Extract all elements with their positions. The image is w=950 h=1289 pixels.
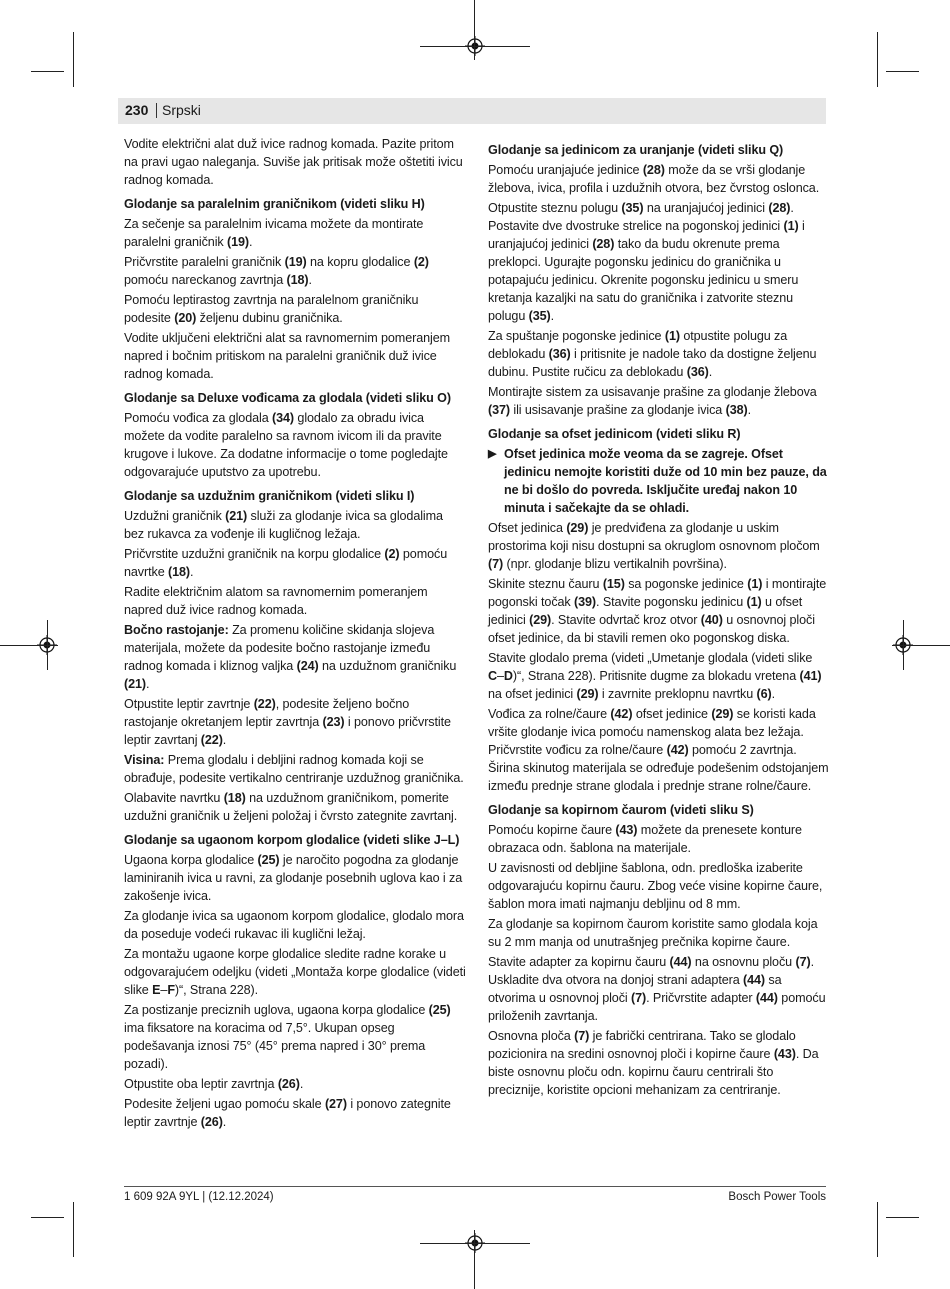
paragraph: Vođica za rolne/čaure (42) ofset jedinice (29) se koristi kada vršite glodanje ivica pomoću namenskog alata bez ležaja. Pričvrstite vođicu za rolne/čaure (42) pomoću 2 zavrtnja. Širina skinutog materijala se određuje podešenim odstojanjem između prednje strane glodala i prednje strane rolne/čaure. [488,707,829,793]
paragraph: U zavisnosti od debljine šablona, odn. predloška izaberite odgovarajuću kopirnu čauru. Zbog veće visine kopirne čaure, šablon mora imati najmanju debljinu od 8 mm. [488,861,823,911]
paragraph: Radite električnim alatom sa ravnomernim pomeranjem napred duž ivice radnog komada. [124,585,428,617]
section-heading: Glodanje sa ugaonom korpom glodalice (videti slike J–L) [124,833,460,847]
section-heading: Glodanje sa Deluxe vođicama za glodala (videti sliku O) [124,391,451,405]
reg-line [420,46,530,47]
reg-line [420,1243,530,1244]
reg-line [474,1230,475,1289]
paragraph: Podesite željeni ugao pomoću skale (27) i ponovo zategnite leptir zavrtnje (26). [124,1097,451,1129]
paragraph: Ugaona korpa glodalice (25) je naročito pogodna za glodanje laminiranih ivica u ravni, za glodanje posebnih uglova kao i za zakošenje ivica. [124,853,463,903]
warning-arrow-icon: ▶ [488,448,497,460]
section-heading: Glodanje sa paralelnim graničnikom (videti sliku H) [124,197,425,211]
reg-line [0,645,58,646]
section-heading: Glodanje sa jedinicom za uranjanje (videti sliku Q) [488,143,784,157]
paragraph: Za glodanje ivica sa ugaonom korpom glodalice, glodalo mora da poseduje vodeći rukavac ili kuglični ležaj. [124,909,464,941]
page-number: 230 [125,102,149,118]
paragraph: Vodite uključeni električni alat sa ravnomernim pomeranjem napred i bočnim pritiskom na paralelni graničnik duž ivice radnog komada. [124,331,450,381]
paragraph: Za montažu ugaone korpe glodalice sledite radne korake u odgovarajućem odeljku (videti „Montaža korpe glodalice (videti slike E–F)“, Strana 228). [124,947,466,997]
paragraph: Montirajte sistem za usisavanje prašine za glodanje žlebova (37) ili usisavanje prašine za glodanje ivica (38). [488,385,817,417]
crop-mark [877,32,878,87]
header-separator [156,103,157,118]
warning-text: Ofset jedinica može veoma da se zagreje. Ofset jedinicu nemojte koristiti duže od 10 min bez pauze, da ne bi došlo do povreda. Isključite uređaj nakon 10 minuta i sačekajte da se ohladi. [504,447,827,515]
paragraph: Za sečenje sa paralelnim ivicama možete da montirate paralelni graničnik (19). [124,217,424,249]
page-header [118,98,826,124]
reg-line [892,645,950,646]
paragraph: Stavite adapter za kopirnu čauru (44) na osnovnu ploču (7). Uskladite dva otvora na donjoj strani adaptera (44) sa otvorima u osnovnoj ploči (7). Pričvrstite adapter (44) pomoću priloženih zavrtanja. [488,955,826,1023]
reg-line [474,0,475,60]
paragraph: Pomoću vođica za glodala (34) glodalo za obradu ivica možete da vodite paralelno sa ravnom ivicom ili da pravite krugove i lukove. Za dodatne informacije o tome pogledajte odgovarajuće uputstvo za upotrebu. [124,411,448,479]
paragraph: Visina: Prema glodalu i debljini radnog komada koji se obrađuje, podesite vertikalno centriranje uzdužnog graničnika. [124,753,464,785]
paragraph: Otpustite leptir zavrtnje (22), podesite željeno bočno rastojanje okretanjem leptir zavrtnja (23) i ponovo pričvrstite leptir zavrtanj (22). [124,697,451,747]
warning-note [488,445,830,517]
paragraph: Vodite električni alat duž ivice radnog komada. Pazite pritom na pravi ugao naleganja. Suviše jak pritisak može oštetiti ivicu radnog komada. [124,137,463,187]
paragraph: Otpustite oba leptir zavrtnja (26). [124,1077,304,1091]
footer-brand: Bosch Power Tools [728,1191,826,1203]
section-heading: Glodanje sa kopirnom čaurom (videti sliku S) [488,803,754,817]
section-heading: Glodanje sa uzdužnim graničnikom (videti sliku I) [124,489,415,503]
footer-doc-id: 1 609 92A 9YL | (12.12.2024) [124,1191,274,1203]
crop-mark [886,71,919,72]
page-language: Srpski [162,102,201,118]
paragraph: Pomoću kopirne čaure (43) možete da prenesete konture obrazaca odn. šablona na materijale. [488,823,802,855]
paragraph: Ofset jedinica (29) je predviđena za glodanje u uskim prostorima koji nisu dostupni sa okruglom osnovnom pločom (7) (npr. glodanje blizu vertikalnih površina). [488,521,820,571]
crop-mark [886,1217,919,1218]
paragraph: Stavite glodalo prema (videti „Umetanje glodala (videti slike C–D)“, Strana 228). Pritisnite dugme za blokadu vretena (41) na ofset jedinici (29) i zavrnite preklopnu navrtku (6). [488,651,822,701]
crop-mark [877,1202,878,1257]
paragraph: Pričvrstite paralelni graničnik (19) na kopru glodalice (2) pomoću nareckanog zavrtnja (18). [124,255,429,287]
left-column [124,135,466,1133]
crop-mark [73,32,74,87]
reg-line [47,620,48,670]
paragraph: Pomoću uranjajuće jedinice (28) može da se vrši glodanje žlebova, ivica, profila i uzdužnih otvora, bez čvrstog oslonca. [488,163,820,195]
section-heading: Glodanje sa ofset jedinicom (videti sliku R) [488,427,741,441]
paragraph: Uzdužni graničnik (21) služi za glodanje ivica sa glodalima bez rukavca za vođenje ili kugličnog ležaja. [124,509,443,541]
right-column [488,135,830,1101]
paragraph: Bočno rastojanje: Za promenu količine skidanja slojeva materijala, možete da podesite bočno rastojanje između radnog komada i kliznog valjka (24) na uzdužnom graničniku (21). [124,623,457,691]
paragraph: Otpustite steznu polugu (35) na uranjajućoj jedinici (28). Postavite dve dvostruke strelice na pogonskoj jedinici (1) i uranjajućoj jedinici (28) tako da budu okrenute prema preklopci. Ugurajte pogonsku jedinicu do graničnika u potapajuću jedinicu. Okrenite pogonsku jedinicu u smeru kretanja kazaljki na satu do graničnika i zatvorite steznu polugu (35). [488,201,805,323]
paragraph: Pomoću leptirastog zavrtnja na paralelnom graničniku podesite (20) željenu dubinu graničnika. [124,293,419,325]
reg-line [903,620,904,670]
crop-mark [73,1202,74,1257]
crop-mark [31,1217,64,1218]
paragraph: Za glodanje sa kopirnom čaurom koristite samo glodala koja su 2 mm manja od unutrašnjeg prečnika kopirne čaure. [488,917,818,949]
paragraph: Za spuštanje pogonske jedinice (1) otpustite polugu za deblokadu (36) i pritisnite je nadole tako da dostigne željenu dubinu. Pustite ručicu za deblokadu (36). [488,329,817,379]
crop-mark [31,71,64,72]
paragraph: Skinite steznu čauru (15) sa pogonske jedinice (1) i montirajte pogonski točak (39). Stavite pogonsku jedinicu (1) u ofset jedinici (29). Stavite odvrtač kroz otvor (40) u osnovnoj ploči ofset jedinice, da bi stavili remen oko pogonskog diska. [488,577,827,645]
footer-rule [124,1186,826,1187]
paragraph: Za postizanje preciznih uglova, ugaona korpa glodalice (25) ima fiksatore na koracima od 7,5°. Ukupan opseg podešavanja iznosi 75° (45° prema napred i 30° prema pozadi). [124,1003,451,1071]
paragraph: Osnovna ploča (7) je fabrički centrirana. Tako se glodalo pozicionira na sredini osnovnoj ploči i kopirne čaure (43). Da biste osnovnu ploču odn. kopirnu čauru centrirali što preciznije, koristite opcioni mehanizam za centriranje. [488,1029,819,1097]
paragraph: Olabavite navrtku (18) na uzdužnom graničnikom, pomerite uzdužni graničnik u željeni položaj i čvrsto zategnite zavrtanj. [124,791,458,823]
paragraph: Pričvrstite uzdužni graničnik na korpu glodalice (2) pomoću navrtke (18). [124,547,448,579]
